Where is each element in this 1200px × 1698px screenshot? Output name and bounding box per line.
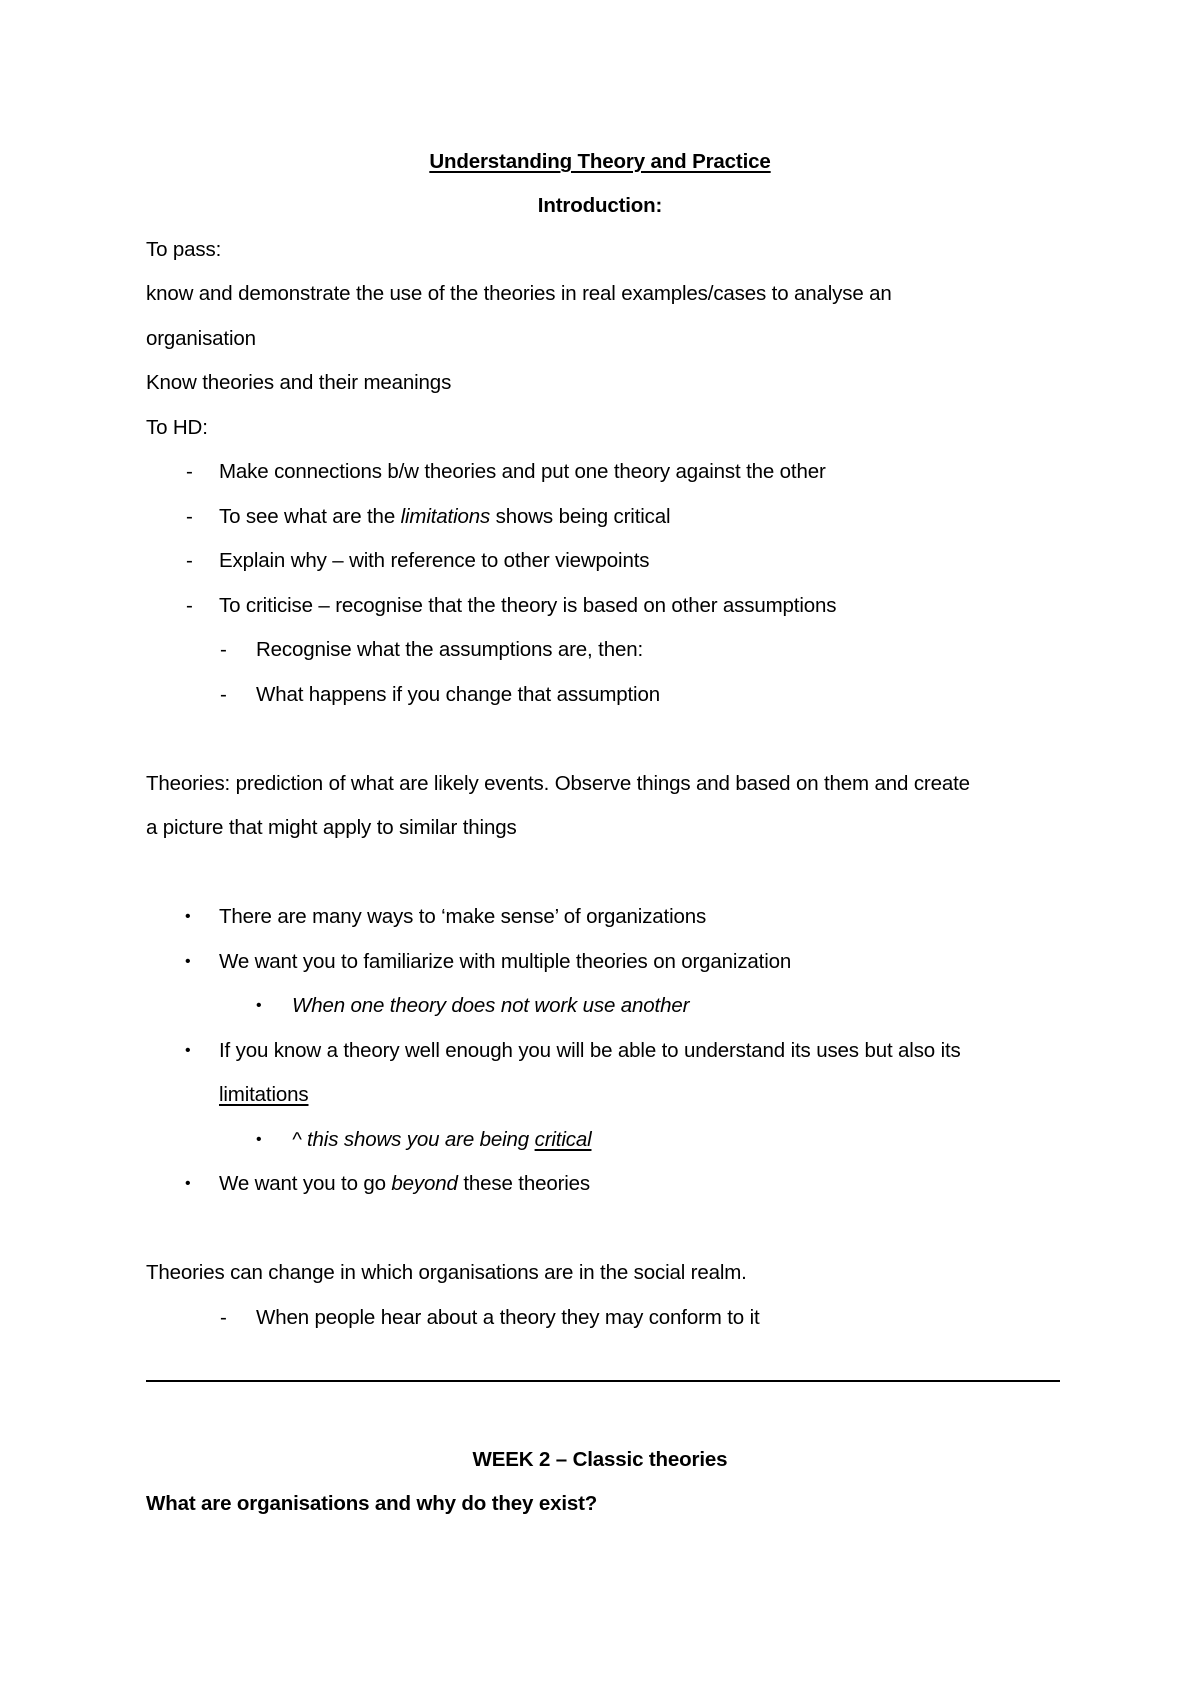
bullet-sub-item: When one theory does not work use another bbox=[292, 994, 690, 1017]
text-run: shows being critical bbox=[490, 505, 671, 528]
dash-marker: - bbox=[186, 505, 193, 528]
bullet-item: If you know a theory well enough you will be able to understand its uses but also its bbox=[219, 1039, 961, 1062]
intro-heading: Introduction: bbox=[537, 194, 663, 217]
hd-sub-item: Recognise what the assumptions are, then: bbox=[256, 638, 643, 661]
week2-heading: WEEK 2 – Classic theories bbox=[472, 1448, 728, 1471]
theories-paragraph-line: a picture that might apply to similar things bbox=[146, 816, 517, 839]
underlined-text: limitations bbox=[219, 1083, 309, 1106]
page-title: Understanding Theory and Practice bbox=[429, 150, 771, 173]
text-run: ^ this shows you are being bbox=[292, 1128, 535, 1151]
theories-paragraph-line: Theories: prediction of what are likely events. Observe things and based on them and create bbox=[146, 772, 970, 795]
bullet-marker: • bbox=[256, 997, 262, 1014]
to-pass-line: Know theories and their meanings bbox=[146, 371, 452, 394]
bullet-sub-item bbox=[292, 1127, 591, 1153]
text-run: We want you to go bbox=[219, 1172, 392, 1195]
dash-marker: - bbox=[220, 683, 227, 706]
hd-list-item: To criticise – recognise that the theory is based on other assumptions bbox=[219, 594, 837, 617]
bullet-marker: • bbox=[185, 1042, 191, 1059]
hd-sub-item: What happens if you change that assumption bbox=[256, 683, 660, 706]
hd-list-item: Explain why – with reference to other viewpoints bbox=[219, 549, 650, 572]
dash-marker: - bbox=[186, 549, 193, 572]
week2-question: What are organisations and why do they exist? bbox=[146, 1492, 598, 1515]
dash-marker: - bbox=[186, 594, 193, 617]
hd-list-item: Make connections b/w theories and put one theory against the other bbox=[219, 460, 826, 483]
to-pass-line: organisation bbox=[146, 327, 256, 350]
to-hd-label: To HD: bbox=[146, 416, 208, 439]
to-pass-label: To pass: bbox=[146, 238, 222, 261]
hd-list-item bbox=[219, 504, 670, 530]
bullet-marker: • bbox=[185, 1175, 191, 1192]
text-run: To see what are the bbox=[219, 505, 401, 528]
bullet-marker: • bbox=[185, 908, 191, 925]
to-pass-line: know and demonstrate the use of the theories in real examples/cases to analyse an bbox=[146, 282, 892, 305]
horizontal-rule bbox=[146, 1380, 1060, 1382]
text-run: these theories bbox=[457, 1172, 591, 1195]
social-sub-item: When people hear about a theory they may conform to it bbox=[256, 1306, 760, 1329]
social-realm-line: Theories can change in which organisations are in the social realm. bbox=[146, 1261, 747, 1284]
bullet-marker: • bbox=[256, 1131, 262, 1148]
bullet-item: There are many ways to ‘make sense’ of organizations bbox=[219, 905, 707, 928]
dash-marker: - bbox=[186, 460, 193, 483]
italic-text: limitations bbox=[400, 505, 491, 528]
bullet-item: We want you to familiarize with multiple theories on organization bbox=[219, 950, 792, 973]
underlined-text: critical bbox=[534, 1128, 592, 1151]
dash-marker: - bbox=[220, 1306, 227, 1329]
bullet-marker: • bbox=[185, 953, 191, 970]
dash-marker: - bbox=[220, 638, 227, 661]
italic-text: beyond bbox=[391, 1172, 458, 1195]
bullet-item bbox=[219, 1171, 590, 1197]
